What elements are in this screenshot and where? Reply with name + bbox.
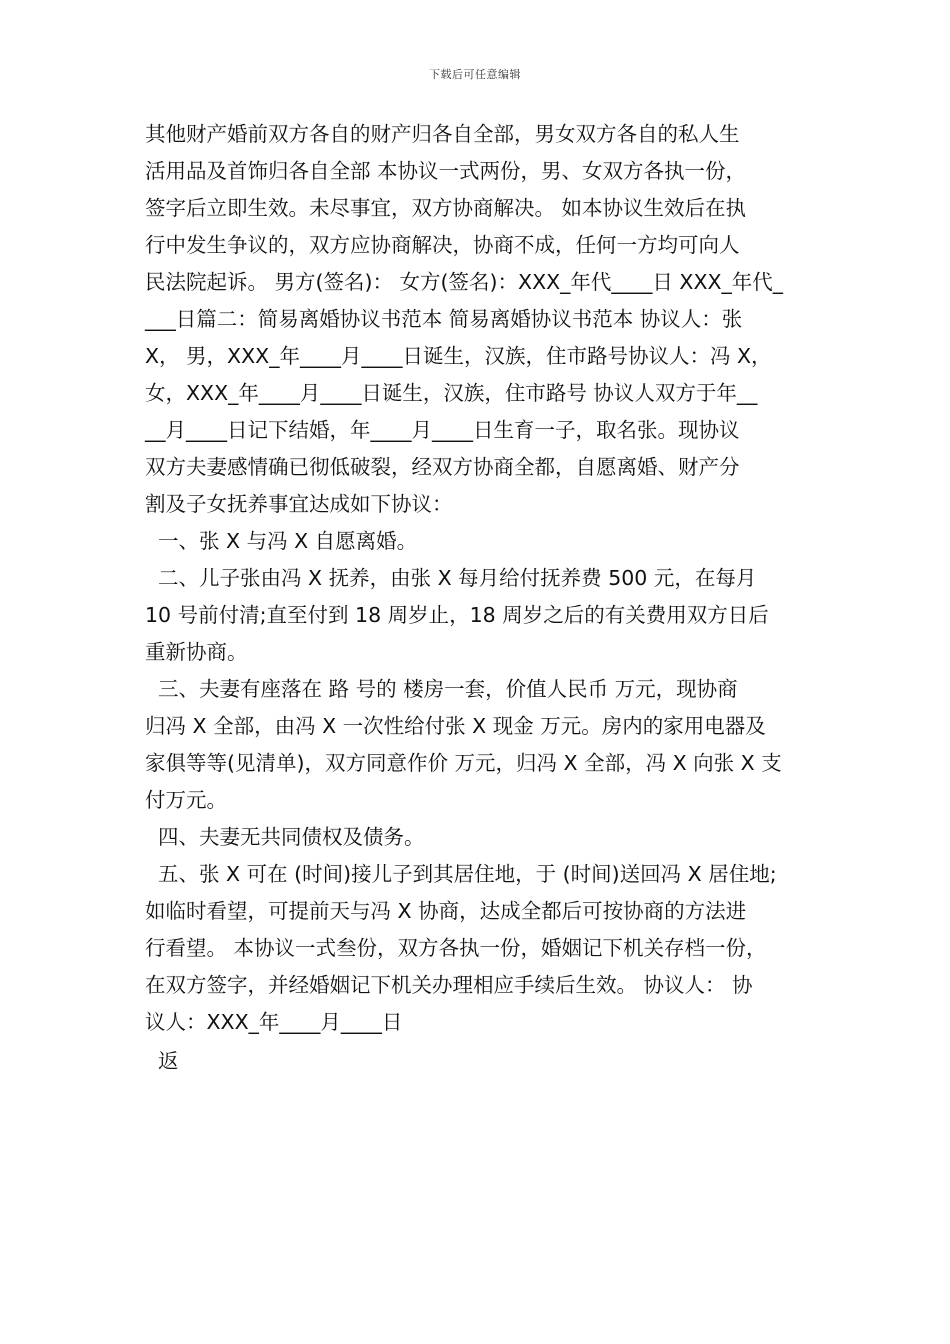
text-line: 女，XXX_年____月____日诞生，汉族，住市路号 协议人双方于年__ bbox=[145, 381, 758, 405]
text-line: 其他财产婚前双方各自的财产归各自全部，男女双方各自的私人生 bbox=[145, 122, 740, 146]
text-line: X， 男，XXX_年____月____日诞生，汉族，住市路号协议人：冯 X， bbox=[145, 344, 772, 368]
clause-4: 四、夫妻无共同债权及债务。 bbox=[145, 825, 425, 849]
clause-2: 二、儿子张由冯 X 抚养，由张 X 每月给付抚养费 500 元，在每月 bbox=[145, 566, 757, 590]
text-line: 双方夫妻感情确已彻低破裂，经双方协商全都，自愿离婚、财产分 bbox=[145, 455, 740, 479]
text-line: 割及子女抚养事宜达成如下协议： bbox=[145, 492, 453, 516]
text-line: 归冯 X 全部，由冯 X 一次性给付张 X 现金 万元。房内的家用电器及 bbox=[145, 714, 766, 738]
text-line: 行看望。 本协议一式叁份，双方各执一份，婚姻记下机关存档一份， bbox=[145, 936, 767, 960]
text-line: 付万元。 bbox=[145, 788, 227, 812]
text-line: 家俱等等(见清单)，双方同意作价 万元，归冯 X 全部，冯 X 向张 X 支 bbox=[145, 751, 782, 775]
text-line: 民法院起诉。 男方(签名)： 女方(签名)：XXX_年代____日 XXX_年代_ bbox=[145, 270, 784, 294]
text-line: 在双方签字，并经婚姻记下机关办理相应手续后生效。 协议人： 协 bbox=[145, 973, 753, 997]
page-header: 下载后可任意编辑 bbox=[429, 68, 521, 81]
text-line: 10 号前付清;直至付到 18 周岁止，18 周岁之后的有关费用双方日后 bbox=[145, 603, 769, 627]
text-line: ___日篇二：简易离婚协议书范本 简易离婚协议书范本 协议人：张 bbox=[145, 307, 743, 331]
text-line: 签字后立即生效。未尽事宜，双方协商解决。 如本协议生效后在执 bbox=[145, 196, 747, 220]
document-body bbox=[145, 116, 810, 1080]
clause-5: 五、张 X 可在 (时间)接儿子到其居住地，于 (时间)送回冯 X 居住地; bbox=[145, 862, 777, 886]
text-line: 重新协商。 bbox=[145, 640, 248, 664]
text-line: 行中发生争议的，双方应协商解决，协商不成，任何一方均可向人 bbox=[145, 233, 740, 257]
return-text: 返 bbox=[145, 1049, 179, 1073]
text-line: 活用品及首饰归各自全部 本协议一式两份，男、女双方各执一份， bbox=[145, 159, 747, 183]
text-line: __月____日记下结婚，年____月____日生育一子，取名张。现协议 bbox=[145, 418, 740, 442]
signature-line: 议人：XXX_年____月____日 bbox=[145, 1010, 403, 1034]
clause-3: 三、夫妻有座落在 路 号的 楼房一套，价值人民币 万元，现协商 bbox=[145, 677, 738, 701]
clause-1: 一、张 X 与冯 X 自愿离婚。 bbox=[145, 529, 418, 553]
text-line: 如临时看望，可提前天与冯 X 协商，达成全都后可按协商的方法进 bbox=[145, 899, 747, 923]
